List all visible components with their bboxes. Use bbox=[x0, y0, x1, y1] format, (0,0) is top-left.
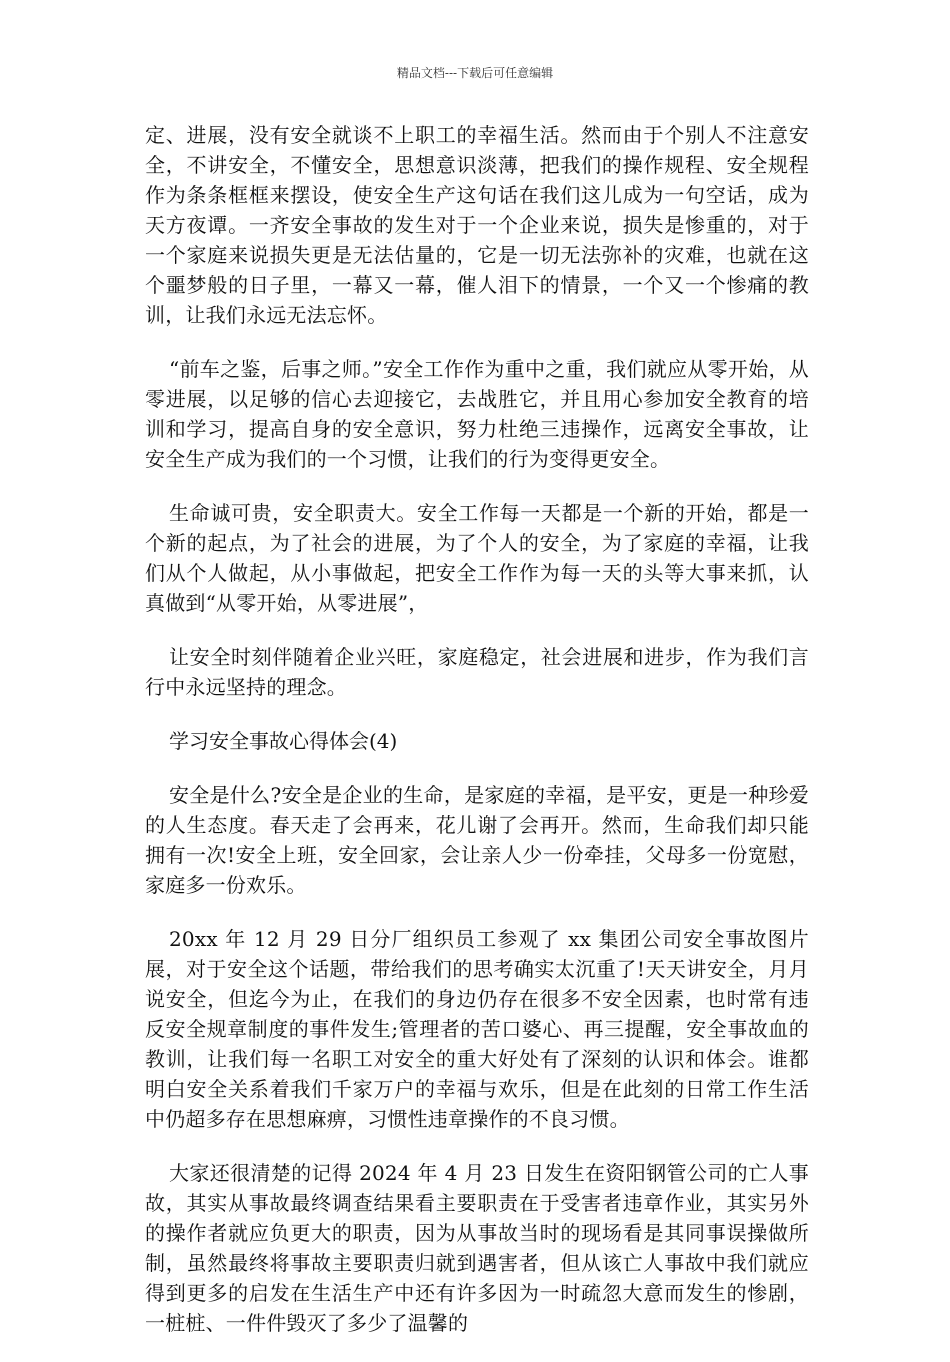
page-header: 精品文档---下载后可任意编辑 bbox=[396, 66, 554, 80]
paragraph-3: 生命诚可贵，安全职责大。安全工作每一天都是一个新的开始，都是一个新的起点，为了社会的进展，为了个人的安全，为了家庭的幸福，让我们从个人做起，从小事做起，把安全工作作为每一天的头等大事来抓，认真做到“从零开始，从零进展”， bbox=[145, 501, 809, 615]
section-heading: 学习安全事故心得体会(4) bbox=[169, 729, 398, 753]
paragraph-2: “前车之鉴，后事之师。”安全工作作为重中之重，我们就应从零开始，从零进展，以足够的信心去迎接它，去战胜它，并且用心参加安全教育的培训和学习，提高自身的安全意识，努力杜绝三违操作，远离安全事故，让安全生产成为我们的一个习惯，让我们的行为变得更安全。 bbox=[145, 357, 809, 471]
paragraph-4: 让安全时刻伴随着企业兴旺，家庭稳定，社会进展和进步，作为我们言行中永远坚持的理念。 bbox=[145, 645, 809, 699]
paragraph-5: 安全是什么?安全是企业的生命，是家庭的幸福，是平安，更是一种珍爱的人生态度。春天走了会再来，花儿谢了会再开。然而，生命我们却只能拥有一次!安全上班，安全回家，会让亲人少一份牵挂，父母多一份宽慰，家庭多一份欢乐。 bbox=[145, 783, 809, 897]
paragraph-7: 大家还很清楚的记得 2024 年 4 月 23 日发生在资阳钢管公司的亡人事故，其实从事故最终调查结果看主要职责在于受害者违章作业，其实另外的操作者就应负更大的职责，因为从事故当时的现场看是其同事误操做所制，虽然最终将事故主要职责归就到遇害者，但从该亡人事故中我们就应得到更多的启发在生活生产中还有许多因为一时疏忽大意而发生的惨剧，一桩桩、一件件毁灭了多少了温馨的 bbox=[145, 1161, 809, 1335]
paragraph-6: 20xx 年 12 月 29 日分厂组织员工参观了 xx 集团公司安全事故图片展，对于安全这个话题，带给我们的思考确实太沉重了!天天讲安全，月月说安全，但迄今为止，在我们的身边仍存在很多不安全因素，也时常有违反安全规章制度的事件发生;管理者的苦口婆心、再三提醒，安全事故血的教训，让我们每一名职工对安全的重大好处有了深刻的认识和体会。谁都明白安全关系着我们千家万户的幸福与欢乐，但是在此刻的日常工作生活中仍超多存在思想麻痹，习惯性违章操作的不良习惯。 bbox=[145, 927, 809, 1131]
document-body bbox=[145, 120, 809, 1362]
paragraph-1: 定、进展，没有安全就谈不上职工的幸福生活。然而由于个别人不注意安全，不讲安全，不懂安全，思想意识淡薄，把我们的操作规程、安全规程作为条条框框来摆设，使安全生产这句话在我们这儿成为一句空话，成为天方夜谭。一齐安全事故的发生对于一个企业来说，损失是惨重的，对于一个家庭来说损失更是无法估量的，它是一切无法弥补的灾难，也就在这个噩梦般的日子里，一幕又一幕，催人泪下的情景，一个又一个惨痛的教训，让我们永远无法忘怀。 bbox=[145, 123, 809, 327]
